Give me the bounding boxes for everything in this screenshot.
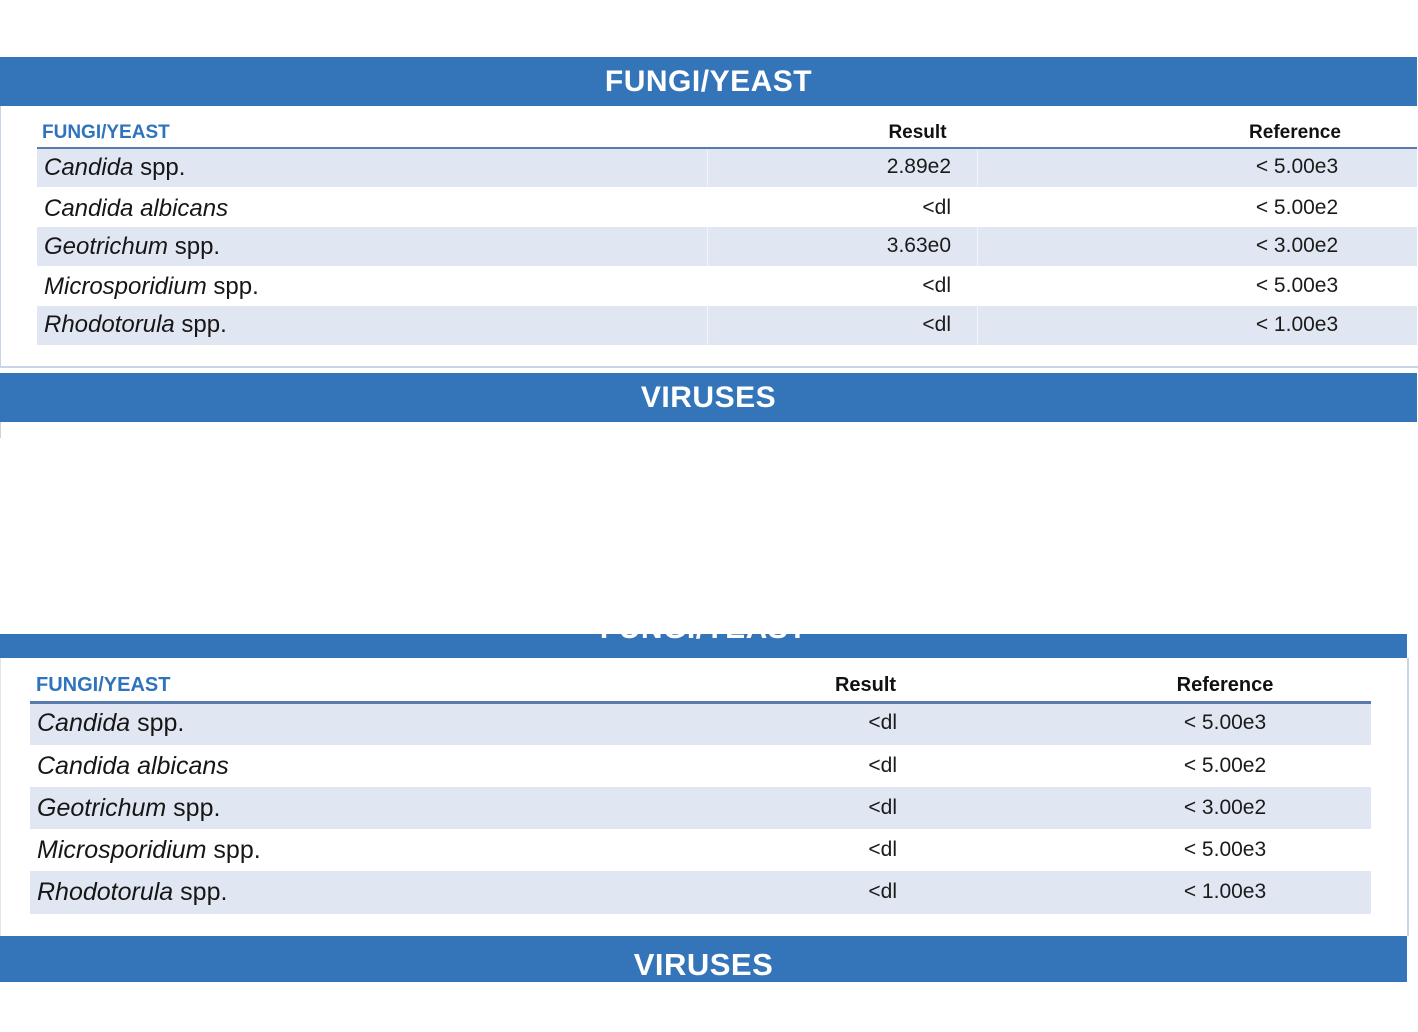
reference-value: < 1.00e3	[1183, 880, 1267, 903]
result-value: <dl	[922, 274, 951, 297]
genus: Microsporidium	[44, 273, 207, 300]
species-suffix: spp.	[133, 154, 186, 181]
genus: Geotrichum	[37, 794, 167, 822]
organism-name	[37, 836, 261, 865]
species-suffix: spp.	[173, 878, 228, 906]
section-label: FUNGI/YEAST	[36, 674, 171, 696]
organism-name	[37, 709, 184, 738]
table-row	[37, 227, 1417, 266]
result-value: <dl	[922, 313, 951, 336]
banner-title: FUNGI/YEAST	[599, 612, 808, 645]
reference-column-header: Reference	[1176, 674, 1274, 696]
results-panel-top	[0, 0, 1417, 440]
species-suffix: spp.	[206, 273, 259, 300]
result-value: <dl	[868, 754, 897, 777]
frame-edge	[0, 422, 1, 438]
reference-value: < 5.00e3	[1255, 274, 1339, 297]
genus: Candida	[44, 154, 134, 181]
species-suffix: spp.	[130, 709, 185, 737]
table-row	[30, 745, 1371, 787]
species-suffix: spp.	[174, 311, 227, 338]
table-row	[30, 871, 1371, 914]
organism-name	[37, 794, 220, 823]
reference-value: < 5.00e3	[1183, 838, 1267, 861]
organism-name	[44, 273, 259, 301]
table-row	[37, 266, 1417, 305]
viruses-banner-title: VIRUSES	[633, 947, 774, 982]
genus: Candida	[37, 709, 131, 737]
viruses-banner	[0, 373, 1417, 422]
organism-name	[37, 878, 227, 907]
genus: Rhodotorula	[44, 311, 175, 338]
fungi-yeast-banner	[0, 57, 1417, 106]
reference-value: < 3.00e2	[1183, 796, 1267, 819]
viruses-banner-title: VIRUSES	[640, 381, 777, 414]
section-label: FUNGI/YEAST	[42, 122, 170, 143]
result-value: <dl	[868, 711, 897, 734]
reference-value: < 1.00e3	[1255, 313, 1339, 336]
genus: Microsporidium	[37, 836, 207, 864]
result-value: <dl	[868, 796, 897, 819]
reference-value: < 5.00e3	[1255, 155, 1339, 178]
reference-column-header: Reference	[1249, 122, 1341, 143]
reference-value: < 5.00e2	[1255, 196, 1339, 219]
table-row	[30, 829, 1371, 871]
genus: Rhodotorula	[37, 878, 174, 906]
organism-name	[44, 154, 185, 182]
banner-title: FUNGI/YEAST	[604, 65, 813, 98]
table-row	[37, 306, 1417, 345]
reference-value: < 5.00e2	[1183, 754, 1267, 777]
result-value: <dl	[868, 838, 897, 861]
fungi-yeast-banner-clipped	[0, 612, 1407, 658]
genus: Candida albicans	[37, 752, 229, 780]
table-row	[37, 188, 1417, 227]
organism-name	[37, 752, 229, 781]
viruses-banner	[0, 936, 1407, 982]
reference-value: < 5.00e3	[1183, 711, 1267, 734]
results-panel-bottom	[0, 612, 1409, 984]
species-suffix: spp.	[166, 794, 221, 822]
table-row	[37, 149, 1417, 187]
genus: Geotrichum	[44, 233, 169, 260]
table-header	[0, 120, 1417, 146]
result-value: 2.89e2	[886, 155, 951, 178]
table-header	[0, 674, 1400, 700]
genus: Candida albicans	[44, 195, 229, 222]
result-column-header: Result	[888, 122, 947, 143]
table-row	[30, 704, 1371, 745]
result-column-header: Result	[834, 674, 897, 696]
organism-name	[44, 311, 227, 339]
result-value: <dl	[868, 880, 897, 903]
result-value: 3.63e0	[886, 234, 951, 257]
species-suffix: spp.	[206, 836, 261, 864]
organism-name	[44, 195, 228, 223]
table-row	[30, 787, 1371, 829]
organism-name	[44, 233, 220, 261]
reference-value: < 3.00e2	[1255, 234, 1339, 257]
species-suffix: spp.	[168, 233, 221, 260]
result-value: <dl	[922, 196, 951, 219]
